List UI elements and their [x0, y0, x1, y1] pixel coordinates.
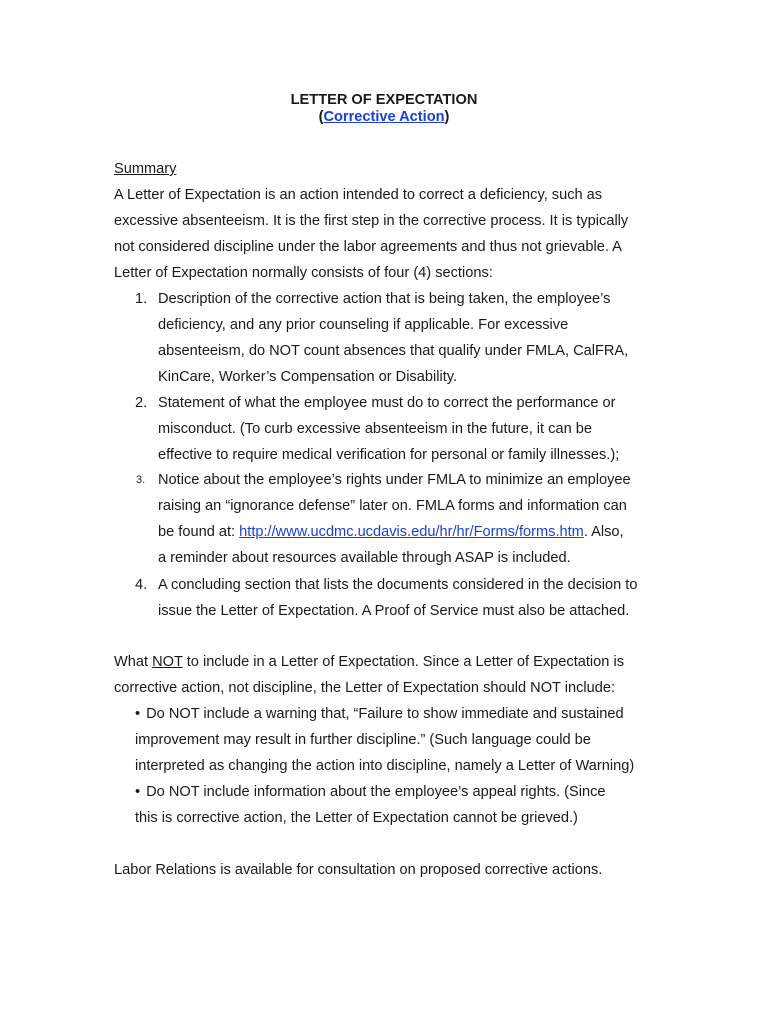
what-not-emphasis: NOT: [152, 654, 183, 670]
document-subtitle: [0, 108, 768, 126]
what-not-suffix: to include in a Letter of Expectation. Since a Letter of Expectation is: [182, 654, 624, 670]
corrective-action-link[interactable]: Corrective Action: [323, 109, 445, 125]
section-text: [158, 286, 628, 390]
summary-paragraph: [114, 182, 628, 286]
bullet-line: improvement may result in further discipline.” (Such language could be: [135, 732, 591, 748]
bullet-line: interpreted as changing the action into discipline, namely a Letter of Warning): [135, 758, 635, 774]
section-text: [158, 390, 619, 468]
section-line: Notice about the employee’s rights under FMLA to minimize an employee: [158, 472, 631, 488]
summary-heading: Summary: [114, 161, 177, 177]
what-not-paragraph: [114, 649, 624, 701]
section-line: A concluding section that lists the documents considered in the decision to: [158, 577, 638, 593]
section-line: raising an “ignorance defense” later on. FMLA forms and information can: [158, 498, 627, 515]
link-prefix: be found at:: [158, 524, 240, 541]
section-line: misconduct. (To curb excessive absenteeism in the future, it can be: [158, 421, 592, 438]
bullet-text: Do NOT include information about the employee’s appeal rights. (Since: [146, 784, 606, 800]
summary-line: excessive absenteeism. It is the first step in the corrective process. It is typically: [114, 213, 629, 229]
summary-line: not considered discipline under the labor agreements and thus not grievable. A: [114, 239, 622, 255]
closing-paragraph: Labor Relations is available for consultation on proposed corrective actions.: [114, 862, 603, 878]
bullet-item-2: [135, 779, 606, 831]
section-link-line: [158, 519, 631, 545]
what-not-prefix: What: [114, 654, 153, 670]
section-line: Description of the corrective action that is being taken, the employee’s: [158, 291, 611, 307]
link-suffix: . Also,: [583, 524, 624, 541]
section-line: effective to require medical verification for personal or family illnesses.);: [158, 447, 620, 464]
section-line: a reminder about resources available through ASAP is included.: [158, 550, 571, 567]
section-number: 3.: [136, 474, 146, 486]
bullet-item-1: [135, 701, 634, 779]
bullet-first-line: [135, 701, 634, 727]
section-number: 2.: [135, 395, 148, 411]
document-title: LETTER OF EXPECTATION: [290, 92, 478, 108]
bullet-line: this is corrective action, the Letter of Expectation cannot be grieved.): [135, 810, 578, 826]
section-line: absenteeism, do NOT count absences that qualify under FMLA, CalFRA,: [158, 343, 629, 360]
section-number: 1.: [135, 291, 148, 307]
fmla-forms-link[interactable]: http://www.ucdmc.ucdavis.edu/hr/hr/Forms/forms.htm: [239, 524, 584, 541]
what-not-line: [114, 649, 624, 675]
bullet-first-line: [135, 779, 606, 805]
bullet-icon: •: [135, 784, 141, 800]
summary-line: A Letter of Expectation is an action intended to correct a deficiency, such as: [114, 187, 603, 203]
section-line: issue the Letter of Expectation. A Proof of Service must also be attached.: [158, 603, 630, 620]
section-number: 4.: [135, 577, 148, 593]
bullet-icon: •: [135, 706, 141, 722]
what-not-line-2: corrective action, not discipline, the Letter of Expectation should NOT include:: [114, 680, 616, 696]
summary-line: Letter of Expectation normally consists of four (4) sections:: [114, 265, 493, 281]
section-line: deficiency, and any prior counseling if applicable. For excessive: [158, 317, 569, 334]
bullet-text: Do NOT include a warning that, “Failure to show immediate and sustained: [146, 706, 624, 722]
section-line: Statement of what the employee must do to correct the performance or: [158, 395, 616, 411]
section-text: [158, 467, 631, 571]
subtitle-open-paren: (: [318, 109, 324, 125]
subtitle-close-paren: ): [444, 109, 450, 125]
section-text: [158, 572, 637, 624]
section-line: KinCare, Worker’s Compensation or Disability.: [158, 369, 458, 386]
